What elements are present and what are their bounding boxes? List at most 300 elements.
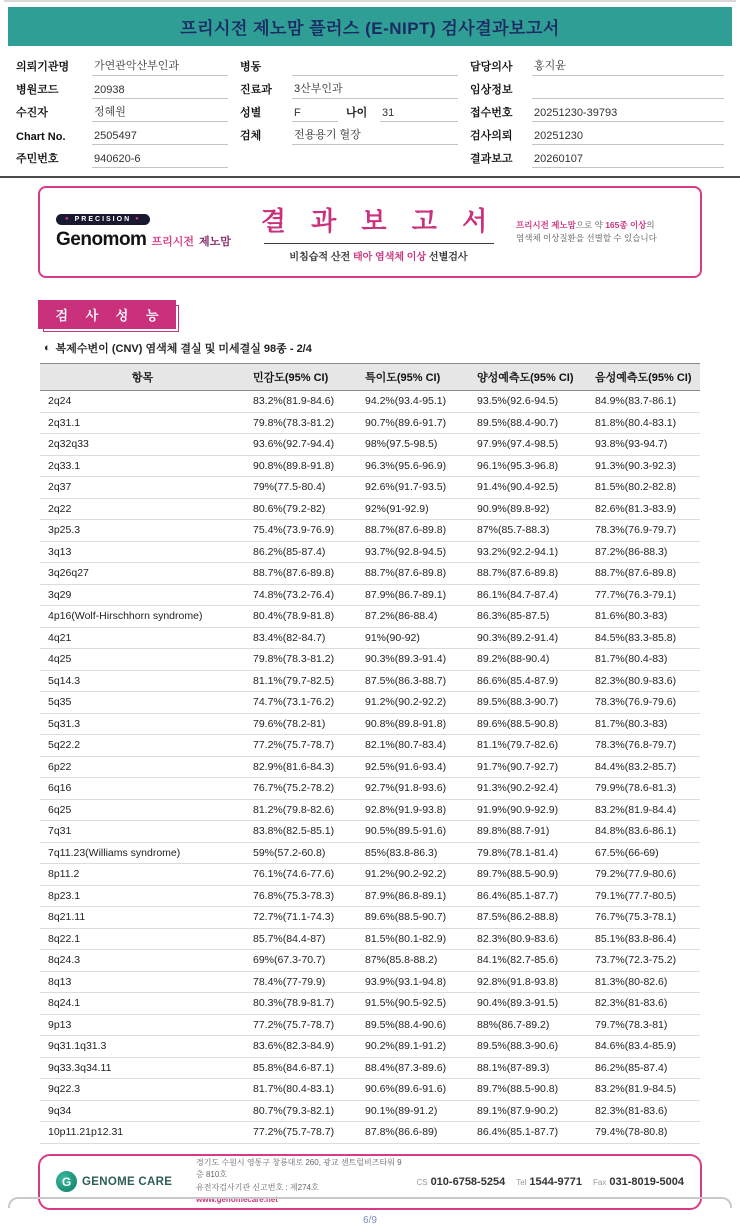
performance-table-head: [40, 364, 700, 391]
field-value: 가연관악산부인과: [92, 57, 228, 76]
value-cell: 79.2%(77.9-80.6): [587, 864, 700, 886]
field-value: 전용용기 혈장: [292, 126, 458, 145]
info-row: [470, 145, 724, 168]
item-cell: 3p25.3: [40, 520, 245, 542]
value-cell: 85.8%(84.6-87.1): [245, 1057, 357, 1079]
value-cell: 88.1%(87-89.3): [469, 1057, 587, 1079]
report-side-note: [516, 219, 684, 245]
value-cell: 81.7%(80.4-83): [587, 649, 700, 671]
item-cell: 2q24: [40, 391, 245, 413]
value-cell: 86.3%(85-87.5): [469, 606, 587, 628]
value-cell: 89.7%(88.5-90.8): [469, 1079, 587, 1101]
value-cell: 87.9%(86.7-89.1): [357, 584, 469, 606]
value-cell: 79.9%(78.6-81.3): [587, 778, 700, 800]
value-cell: 91.3%(90.2-92.4): [469, 778, 587, 800]
value-cell: 86.6%(85.4-87.9): [469, 670, 587, 692]
value-cell: 90.9%(89.8-92): [469, 498, 587, 520]
website-url: www.genomecare.net: [196, 1194, 278, 1204]
item-cell: 9q33.3q34.11: [40, 1057, 245, 1079]
table-row: [40, 649, 700, 671]
table-row: [40, 1122, 700, 1144]
value-cell: 91.4%(90.4-92.5): [469, 477, 587, 499]
value-cell: 90.8%(89.8-91.8): [357, 713, 469, 735]
table-row: [40, 1100, 700, 1122]
value-cell: 90.2%(89.1-91.2): [357, 1036, 469, 1058]
value-cell: 83.6%(82.3-84.9): [245, 1036, 357, 1058]
page-top-border: [4, 0, 736, 2]
item-cell: 6q16: [40, 778, 245, 800]
table-row: [40, 735, 700, 757]
value-cell: 76.1%(74.6-77.6): [245, 864, 357, 886]
field-label: 임상정보: [470, 84, 513, 96]
value-cell: 91.9%(90.9-92.9): [469, 799, 587, 821]
value-cell: 83.4%(82-84.7): [245, 627, 357, 649]
info-row: [16, 53, 228, 76]
value-cell: 84.1%(82.7-85.6): [469, 950, 587, 972]
item-cell: 2q32q33: [40, 434, 245, 456]
genome-care-logo-icon: G: [56, 1171, 77, 1192]
value-cell: 82.1%(80.7-83.4): [357, 735, 469, 757]
info-row: [240, 122, 458, 145]
address-line1: 경기도 수원시 영통구 창룡대로 260, 광교 센트럴비즈타워 9층 810호: [196, 1157, 402, 1180]
value-cell: 79.4%(78-80.8): [587, 1122, 700, 1144]
field-value: 20251230: [532, 130, 724, 145]
cs-number: 010-6758-5254: [430, 1175, 506, 1188]
cs-contact: [416, 1176, 505, 1188]
field-value: 20938: [92, 84, 228, 99]
value-cell: 90.8%(89.8-91.8): [245, 455, 357, 477]
table-row: [40, 692, 700, 714]
value-cell: 92.8%(91.8-93.8): [469, 971, 587, 993]
table-row: [40, 412, 700, 434]
item-cell: 9q34: [40, 1100, 245, 1122]
item-cell: 2q33.1: [40, 455, 245, 477]
value-cell: 89.5%(88.3-90.6): [469, 1036, 587, 1058]
value-cell: 84.5%(83.3-85.8): [587, 627, 700, 649]
value-cell: 77.7%(76.3-79.1): [587, 584, 700, 606]
value-cell: 96.1%(95.3-96.8): [469, 455, 587, 477]
info-row: [16, 99, 228, 122]
item-cell: 5q35: [40, 692, 245, 714]
value-cell: 87.5%(86.3-88.7): [357, 670, 469, 692]
value-cell: 81.5%(80.1-82.9): [357, 928, 469, 950]
value-cell: 78.4%(77-79.9): [245, 971, 357, 993]
info-row: [16, 76, 228, 99]
table-row: [40, 627, 700, 649]
value-cell: 94.2%(93.4-95.1): [357, 391, 469, 413]
value-cell: 93.2%(92.2-94.1): [469, 541, 587, 563]
value-cell: 59%(57.2-60.8): [245, 842, 357, 864]
patient-info-col2: [240, 53, 458, 168]
item-cell: 5q14.3: [40, 670, 245, 692]
col-header-specificity: 특이도(95% CI): [357, 364, 469, 391]
item-cell: 6p22: [40, 756, 245, 778]
table-row: [40, 993, 700, 1015]
value-cell: 90.7%(89.6-91.7): [357, 412, 469, 434]
col-header-ppv: 양성예측도(95% CI): [469, 364, 587, 391]
value-cell: 83.2%(81.9-84.5): [587, 1079, 700, 1101]
value-cell: 67.5%(66-69): [587, 842, 700, 864]
item-cell: 8q13: [40, 971, 245, 993]
fax-label: Fax: [593, 1177, 607, 1187]
section-title-test-performance: 검 사 성 능: [38, 300, 176, 329]
value-cell: 87%(85.7-88.3): [469, 520, 587, 542]
value-cell: 78.3%(76.9-79.7): [587, 520, 700, 542]
value-cell: 79.8%(78.1-81.4): [469, 842, 587, 864]
value-cell: 92%(91-92.9): [357, 498, 469, 520]
value-cell: 83.2%(81.9-84.4): [587, 799, 700, 821]
field-label: 접수번호: [470, 107, 513, 119]
table-row: [40, 584, 700, 606]
table-row: [40, 391, 700, 413]
field-value: 20260107: [532, 153, 724, 168]
field-value: 31: [380, 107, 458, 122]
value-cell: 77.2%(75.7-78.7): [245, 1122, 357, 1144]
value-cell: 87.8%(86.6-89): [357, 1122, 469, 1144]
info-row: [240, 76, 458, 99]
value-cell: 89.5%(88.3-90.7): [469, 692, 587, 714]
field-label: 나이: [346, 107, 368, 119]
value-cell: 79.8%(78.3-81.2): [245, 412, 357, 434]
table-row: [40, 799, 700, 821]
value-cell: 88.7%(87.6-89.8): [357, 520, 469, 542]
value-cell: 78.3%(76.9-79.6): [587, 692, 700, 714]
cnv-note-text: 복제수변이 (CNV) 염색체 결실 및 미세결실 98종 - 2/4: [55, 343, 312, 355]
item-cell: 8q24.1: [40, 993, 245, 1015]
tel-number: 1544-9771: [529, 1175, 583, 1188]
page-number: 6/9: [363, 1214, 377, 1226]
value-cell: 82.3%(81-83.6): [587, 1100, 700, 1122]
info-row: [470, 99, 724, 122]
table-row: [40, 434, 700, 456]
address-line2: 유전자검사기관 신고번호 : 제274호: [196, 1182, 319, 1192]
item-cell: 2q37: [40, 477, 245, 499]
table-row: [40, 950, 700, 972]
item-cell: 9q31.1q31.3: [40, 1036, 245, 1058]
value-cell: 80.3%(78.9-81.7): [245, 993, 357, 1015]
value-cell: 77.2%(75.7-78.7): [245, 1014, 357, 1036]
field-value: 20251230-39793: [532, 107, 724, 122]
value-cell: 86.2%(85-87.4): [587, 1057, 700, 1079]
value-cell: 93.9%(93.1-94.8): [357, 971, 469, 993]
table-row: [40, 971, 700, 993]
table-row: [40, 864, 700, 886]
value-cell: 85%(83.8-86.3): [357, 842, 469, 864]
fax-number: 031-8019-5004: [609, 1175, 684, 1188]
value-cell: 81.2%(79.8-82.6): [245, 799, 357, 821]
value-cell: 79.6%(78.2-81): [245, 713, 357, 735]
item-cell: 6q25: [40, 799, 245, 821]
value-cell: 97.9%(97.4-98.5): [469, 434, 587, 456]
item-cell: 10p11.21p12.31: [40, 1122, 245, 1144]
table-row: [40, 1014, 700, 1036]
cs-label: CS: [416, 1177, 428, 1187]
value-cell: 88.7%(87.6-89.8): [245, 563, 357, 585]
value-cell: 87.9%(86.8-89.1): [357, 885, 469, 907]
value-cell: 90.1%(89-91.2): [357, 1100, 469, 1122]
value-cell: 86.1%(84.7-87.4): [469, 584, 587, 606]
item-cell: 7q11.23(Williams syndrome): [40, 842, 245, 864]
report-title-divider: [264, 243, 494, 244]
value-cell: 69%(67.3-70.7): [245, 950, 357, 972]
value-cell: 79.1%(77.7-80.5): [587, 885, 700, 907]
field-value: 2505497: [92, 130, 228, 145]
value-cell: 74.8%(73.2-76.4): [245, 584, 357, 606]
precision-badge: [56, 214, 150, 225]
field-value: F: [292, 107, 338, 122]
half-circle-icon: ◐: [44, 342, 51, 354]
value-cell: 88.7%(87.6-89.8): [357, 563, 469, 585]
genome-care-logo: [56, 1171, 184, 1192]
value-cell: 89.6%(88.5-90.8): [469, 713, 587, 735]
header-row: [40, 364, 700, 391]
subtitle-post: 선별검사: [426, 252, 468, 263]
table-row: [40, 1036, 700, 1058]
field-label: 담당의사: [470, 61, 513, 73]
field-value: 3산부인과: [292, 80, 458, 99]
brand-name-en: Genomom: [56, 228, 147, 250]
report-subtitle: [253, 248, 504, 263]
value-cell: 80.4%(78.9-81.8): [245, 606, 357, 628]
value-cell: 89.8%(88.7-91): [469, 821, 587, 843]
field-label: 검사의뢰: [470, 130, 513, 142]
note-highlight-brand: 프리시전 제노맘: [516, 219, 576, 230]
badge-dot-icon: ●: [65, 216, 71, 222]
item-cell: 8p11.2: [40, 864, 245, 886]
value-cell: 84.6%(83.4-85.9): [587, 1036, 700, 1058]
value-cell: 89.6%(88.5-90.7): [357, 907, 469, 929]
value-cell: 88.7%(87.6-89.8): [587, 563, 700, 585]
note-highlight-count: 165종 이상: [605, 219, 647, 230]
info-row: [240, 53, 458, 76]
value-cell: 79.8%(78.3-81.2): [245, 649, 357, 671]
brand-row: [56, 229, 231, 251]
field-value: [292, 62, 458, 76]
info-row: [470, 76, 724, 99]
value-cell: 86.4%(85.1-87.7): [469, 1122, 587, 1144]
subtitle-pre: 비침습적 산전: [289, 252, 353, 263]
table-row: [40, 928, 700, 950]
value-cell: 93.7%(92.8-94.5): [357, 541, 469, 563]
item-cell: 4q21: [40, 627, 245, 649]
tel-contact: [516, 1176, 582, 1188]
badge-label: PRECISION: [74, 215, 132, 223]
value-cell: 82.3%(81-83.6): [587, 993, 700, 1015]
value-cell: 92.6%(91.7-93.5): [357, 477, 469, 499]
value-cell: 89.2%(88-90.4): [469, 649, 587, 671]
value-cell: 72.7%(71.1-74.3): [245, 907, 357, 929]
item-cell: 4p16(Wolf-Hirschhorn syndrome): [40, 606, 245, 628]
value-cell: 87.5%(86.2-88.8): [469, 907, 587, 929]
field-label: Chart No.: [16, 131, 66, 143]
item-cell: 4q25: [40, 649, 245, 671]
table-row: [40, 821, 700, 843]
performance-table-body: [40, 391, 700, 1144]
value-cell: 76.7%(75.3-78.1): [587, 907, 700, 929]
tel-label: Tel: [516, 1177, 527, 1187]
info-row: [16, 122, 228, 145]
table-row: [40, 455, 700, 477]
value-cell: 84.8%(83.6-86.1): [587, 821, 700, 843]
value-cell: 88.7%(87.6-89.8): [469, 563, 587, 585]
value-cell: 75.4%(73.9-76.9): [245, 520, 357, 542]
value-cell: 74.7%(73.1-76.2): [245, 692, 357, 714]
value-cell: 73.7%(72.3-75.2): [587, 950, 700, 972]
item-cell: 8p23.1: [40, 885, 245, 907]
table-row: [40, 541, 700, 563]
value-cell: 77.2%(75.7-78.7): [245, 735, 357, 757]
table-row: [40, 842, 700, 864]
value-cell: 82.9%(81.6-84.3): [245, 756, 357, 778]
value-cell: 83.2%(81.9-84.6): [245, 391, 357, 413]
table-row: [40, 907, 700, 929]
value-cell: 90.5%(89.5-91.6): [357, 821, 469, 843]
col-header-npv: 음성예측도(95% CI): [587, 364, 700, 391]
value-cell: 93.8%(93-94.7): [587, 434, 700, 456]
field-label: 결과보고: [470, 153, 513, 165]
col-header-sensitivity: 민감도(95% CI): [245, 364, 357, 391]
value-cell: 89.5%(88.4-90.7): [469, 412, 587, 434]
value-cell: 89.1%(87.9-90.2): [469, 1100, 587, 1122]
performance-table: [40, 363, 700, 1144]
item-cell: 3q26q27: [40, 563, 245, 585]
field-label: 수진자: [16, 107, 48, 119]
field-value: 940620-6: [92, 153, 228, 168]
note-post: 의: [646, 219, 655, 230]
value-cell: 79%(77.5-80.4): [245, 477, 357, 499]
item-cell: 9p13: [40, 1014, 245, 1036]
note-line2: 염색체 이상질환을 선별할 수 있습니다: [516, 233, 657, 243]
value-cell: 80.7%(79.3-82.1): [245, 1100, 357, 1122]
value-cell: 80.6%(79.2-82): [245, 498, 357, 520]
value-cell: 90.3%(89.2-91.4): [469, 627, 587, 649]
table-row: [40, 498, 700, 520]
field-label: 병동: [240, 61, 262, 73]
value-cell: 83.8%(82.5-85.1): [245, 821, 357, 843]
value-cell: 81.8%(80.4-83.1): [587, 412, 700, 434]
item-cell: 5q22.2: [40, 735, 245, 757]
value-cell: 85.7%(84.4-87): [245, 928, 357, 950]
value-cell: 91.5%(90.5-92.5): [357, 993, 469, 1015]
value-cell: 87.2%(86-88.4): [357, 606, 469, 628]
table-row: [40, 778, 700, 800]
item-cell: 9q22.3: [40, 1079, 245, 1101]
value-cell: 85.1%(83.8-86.4): [587, 928, 700, 950]
value-cell: 92.5%(91.6-93.4): [357, 756, 469, 778]
field-value: 정혜원: [92, 103, 228, 122]
note-mid: 으로 약: [575, 219, 606, 230]
value-cell: 92.7%(91.8-93.6): [357, 778, 469, 800]
value-cell: 84.9%(83.7-86.1): [587, 391, 700, 413]
table-row: [40, 606, 700, 628]
value-cell: 90.6%(89.6-91.6): [357, 1079, 469, 1101]
item-cell: 8q22.1: [40, 928, 245, 950]
item-cell: 3q13: [40, 541, 245, 563]
field-label: 주민번호: [16, 153, 59, 165]
genome-care-logo-text: GENOME CARE: [82, 1175, 173, 1188]
result-report-header: [38, 186, 702, 278]
genomom-logo: [56, 214, 241, 251]
table-row: [40, 885, 700, 907]
report-title: 결 과 보 고 서: [260, 206, 497, 236]
col-header-item: 항목: [40, 364, 245, 391]
patient-info: [0, 46, 740, 178]
field-label: 진료과: [240, 84, 272, 96]
table-row: [40, 563, 700, 585]
item-cell: 3q29: [40, 584, 245, 606]
item-cell: 2q31.1: [40, 412, 245, 434]
field-label: 성별: [240, 107, 262, 119]
patient-info-col1: [16, 53, 228, 168]
field-label: 검체: [240, 130, 262, 142]
value-cell: 93.6%(92.7-94.4): [245, 434, 357, 456]
value-cell: 91.2%(90.2-92.2): [357, 692, 469, 714]
info-row: [16, 145, 228, 168]
table-row: [40, 1057, 700, 1079]
value-cell: 93.5%(92.6-94.5): [469, 391, 587, 413]
fax-contact: [593, 1176, 684, 1188]
badge-dot-icon: ●: [135, 216, 141, 222]
value-cell: 76.8%(75.3-78.3): [245, 885, 357, 907]
next-page-top-edge: [8, 1194, 732, 1208]
value-cell: 86.2%(85-87.4): [245, 541, 357, 563]
value-cell: 84.4%(83.2-85.7): [587, 756, 700, 778]
value-cell: 82.3%(80.9-83.6): [587, 670, 700, 692]
value-cell: 81.3%(80-82.6): [587, 971, 700, 993]
cnv-note: [44, 340, 740, 356]
value-cell: 91%(90-92): [357, 627, 469, 649]
page-title: 프리시전 제노맘 플러스 (E-NIPT) 검사결과보고서: [8, 7, 732, 46]
value-cell: 81.6%(80.3-83): [587, 606, 700, 628]
item-cell: 8q21.11: [40, 907, 245, 929]
field-label: 병원코드: [16, 84, 59, 96]
item-cell: 8q24.3: [40, 950, 245, 972]
table-row: [40, 756, 700, 778]
value-cell: 76.7%(75.2-78.2): [245, 778, 357, 800]
value-cell: 98%(97.5-98.5): [357, 434, 469, 456]
value-cell: 87.2%(86-88.3): [587, 541, 700, 563]
value-cell: 88.4%(87.3-89.6): [357, 1057, 469, 1079]
value-cell: 89.7%(88.5-90.9): [469, 864, 587, 886]
field-label: 의뢰기관명: [16, 61, 70, 73]
value-cell: 90.4%(89.3-91.5): [469, 993, 587, 1015]
info-row: [240, 99, 458, 122]
table-row: [40, 477, 700, 499]
table-row: [40, 520, 700, 542]
value-cell: 78.3%(76.8-79.7): [587, 735, 700, 757]
table-row: [40, 713, 700, 735]
table-row: [40, 1079, 700, 1101]
value-cell: 96.3%(95.6-96.9): [357, 455, 469, 477]
value-cell: 81.7%(80.3-83): [587, 713, 700, 735]
value-cell: 82.3%(80.9-83.6): [469, 928, 587, 950]
brand-name-kr2: 제노맘: [198, 235, 231, 248]
contact-info: [416, 1176, 684, 1188]
item-cell: 2q22: [40, 498, 245, 520]
value-cell: 86.4%(85.1-87.7): [469, 885, 587, 907]
field-value: 홍지윤: [532, 57, 724, 76]
value-cell: 81.1%(79.7-82.5): [245, 670, 357, 692]
patient-info-col3: [470, 53, 724, 168]
value-cell: 81.1%(79.7-82.6): [469, 735, 587, 757]
info-row: [470, 53, 724, 76]
value-cell: 87%(85.8-88.2): [357, 950, 469, 972]
value-cell: 91.3%(90.3-92.3): [587, 455, 700, 477]
value-cell: 82.6%(81.3-83.9): [587, 498, 700, 520]
value-cell: 79.7%(78.3-81): [587, 1014, 700, 1036]
field-value: [532, 85, 724, 99]
brand-name-kr1: 프리시전: [151, 235, 194, 248]
